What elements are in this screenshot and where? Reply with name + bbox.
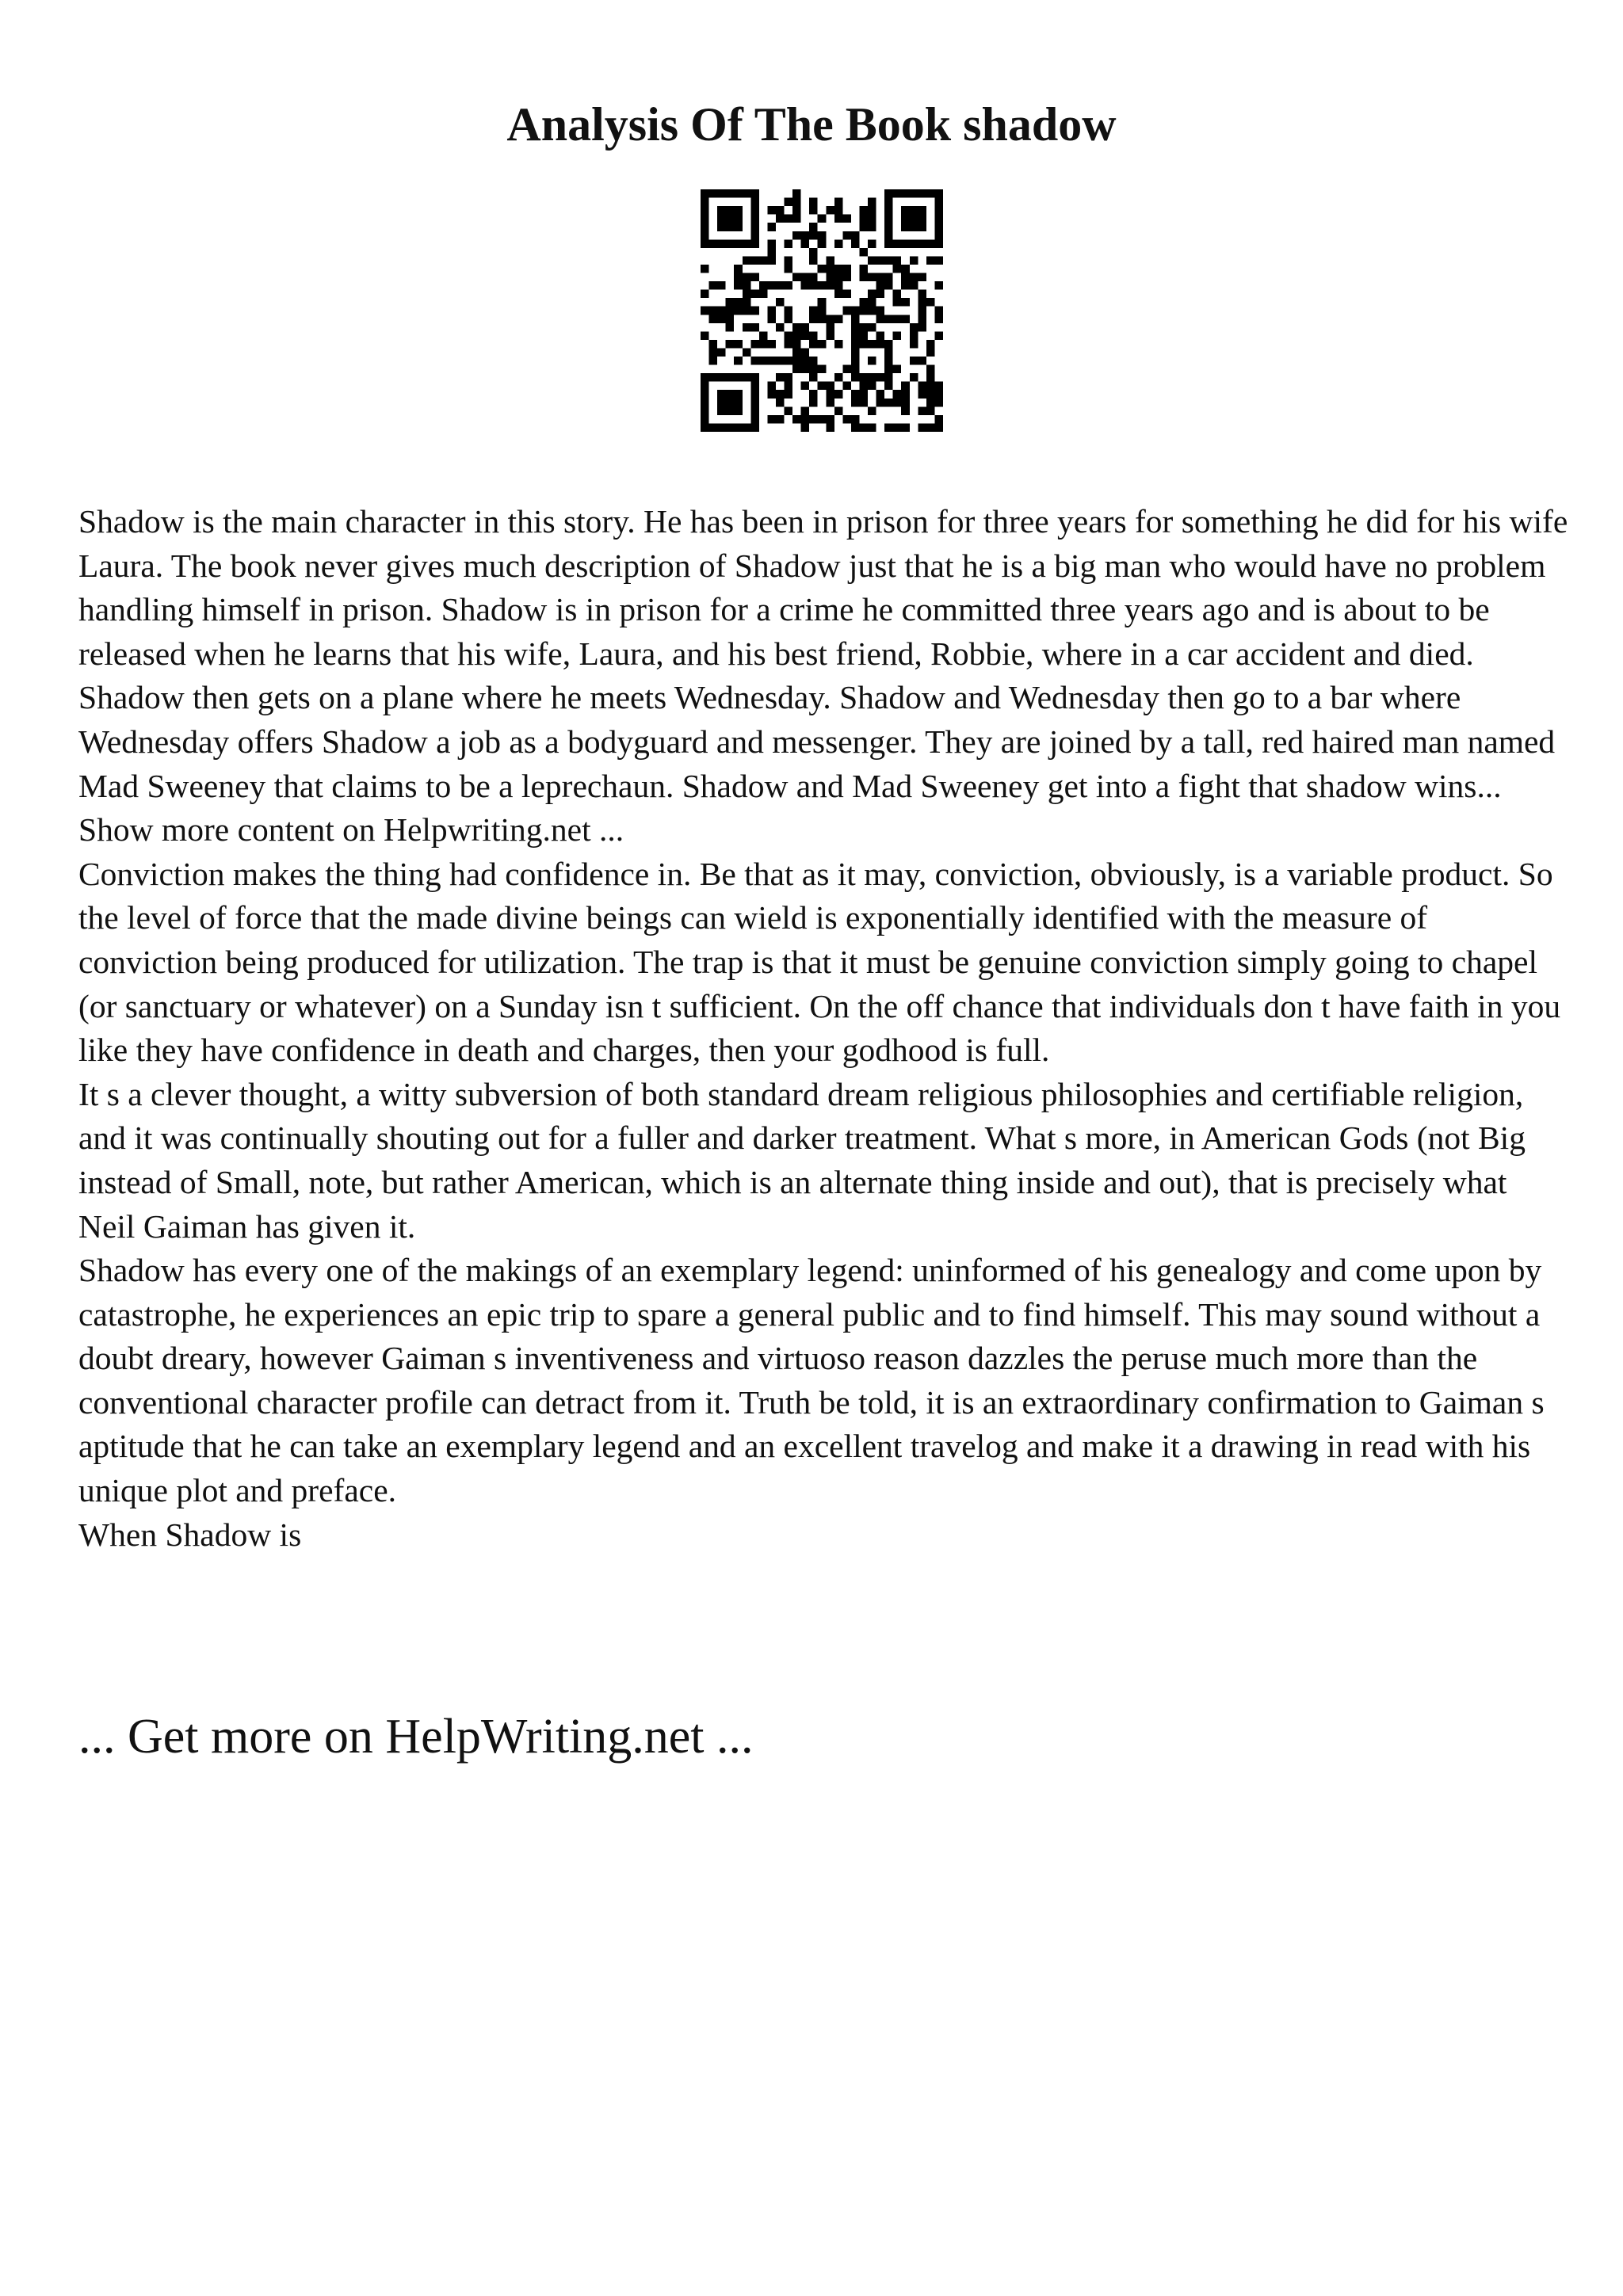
get-more-link[interactable]: ... Get more on HelpWriting.net ...: [78, 1710, 754, 1764]
article-body: [78, 500, 1568, 1557]
paragraph-5: When Shadow is: [78, 1516, 302, 1553]
page-title: Analysis Of The Book shadow: [506, 98, 1117, 151]
qr-code-image: [701, 189, 943, 432]
paragraph-1: Shadow is the main character in this story. He has been in prison for three years for something he did for his wife Laura. The book never gives much description of Shadow just that he is a big man who would have no problem handling himself in prison. Shadow is in prison for a crime he committed three years ago and is about to be released when he learns that his wife, Laura, and his best friend, Robbie, where in a car accident and died. Shadow then gets on a plane where he meets Wednesday. Shadow and Wednesday then go to a bar where Wednesday offers Shadow a job as a bodyguard and messenger. They are joined by a tall, red haired man named Mad Sweeney that claims to be a leprechaun. Shadow and Mad Sweeney get into a fight that shadow wins... Show more content on Helpwriting.net ...: [78, 503, 1568, 849]
paragraph-2: Conviction makes the thing had confidence in. Be that as it may, conviction, obviously, is a variable product. So the level of force that the made divine beings can wield is exponentially identified with the measure of conviction being produced for utilization. The trap is that it must be genuine conviction simply going to chapel (or sanctuary or whatever) on a Sunday isn t sufficient. On the off chance that individuals don t have faith in you like they have confidence in death and charges, then your godhood is full.: [78, 855, 1561, 1069]
paragraph-3: It s a clever thought, a witty subversion of both standard dream religious philosophies and certifiable religion, and it was continually shouting out for a fuller and darker treatment. What s more, in American Gods (not Big instead of Small, note, but rather American, which is an alternate thing inside and out), that is precisely what Neil Gaiman has given it.: [78, 1075, 1526, 1245]
paragraph-4: Shadow has every one of the makings of an exemplary legend: uninformed of his genealogy and come upon by catastrophe, he experiences an epic trip to spare a general public and to find himself. This may sound without a doubt dreary, however Gaiman s inventiveness and virtuoso reason dazzles the peruse much more than the conventional character profile can detract from it. Truth be told, it is an extraordinary confirmation to Gaiman s aptitude that he can take an exemplary legend and an excellent travelog and make it a drawing in read with his unique plot and preface.: [78, 1252, 1545, 1509]
